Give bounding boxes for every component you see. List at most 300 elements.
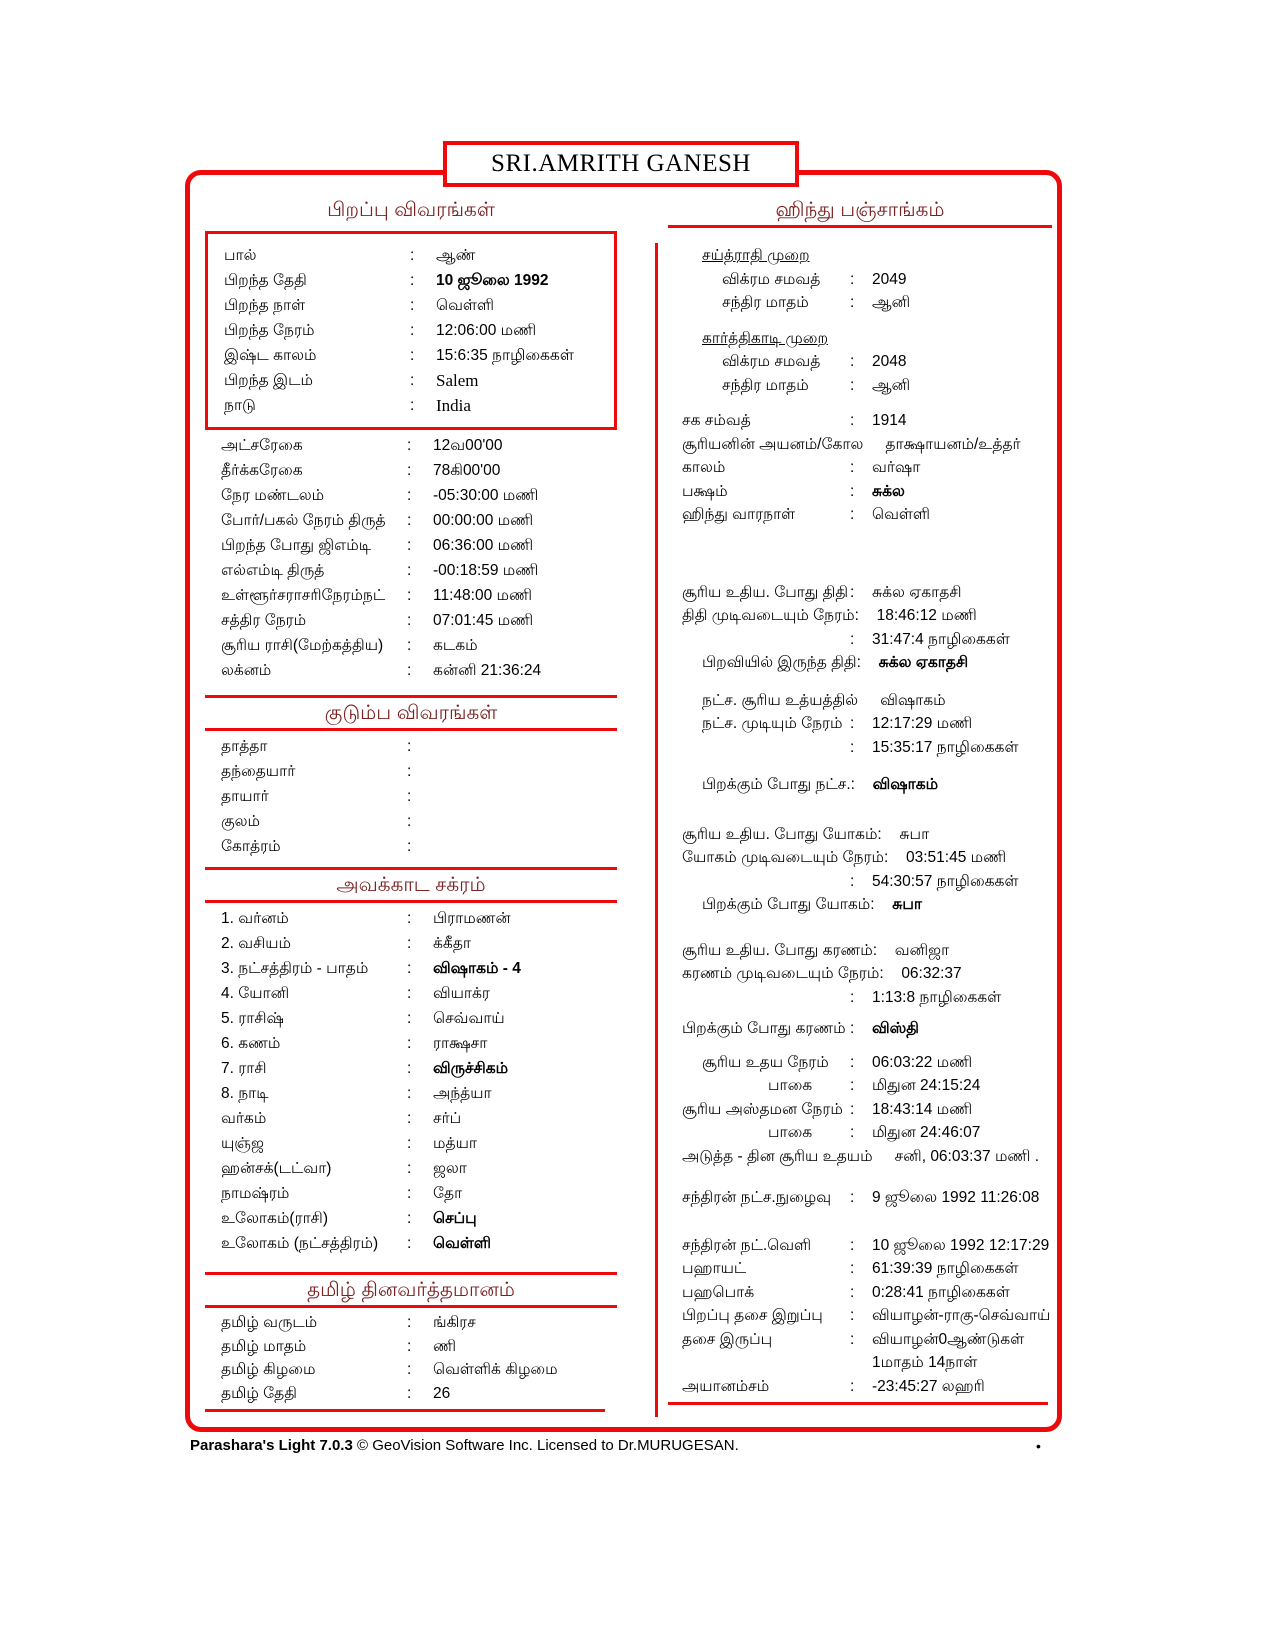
data-row xyxy=(668,1145,1052,1169)
row-label: எல்எம்டி திருத் xyxy=(221,562,325,579)
data-row xyxy=(205,1358,617,1382)
data-row xyxy=(668,893,1052,917)
row-value: 15:35:17 நாழிகைகள் xyxy=(872,738,1019,756)
data-row xyxy=(205,1382,617,1406)
section-title-tamil-day: தமிழ் தினவர்த்தமானம் xyxy=(307,1279,515,1301)
tithi-group xyxy=(668,581,1052,675)
row-label: விக்ரம சமவத் xyxy=(722,353,821,370)
row-label: பஹாயட் xyxy=(682,1260,747,1277)
moon-nakshatra-entry-group xyxy=(668,1186,1052,1210)
row-label: இஷ்ட காலம் xyxy=(224,347,317,364)
avakhada-block xyxy=(205,906,617,1256)
row-colon: : xyxy=(870,896,875,913)
data-row xyxy=(205,809,617,834)
row-label: யோகம் முடிவடையும் நேரம் xyxy=(682,849,884,866)
row-label: தமிழ் கிழமை xyxy=(221,1361,316,1378)
data-row xyxy=(205,834,617,859)
row-label: விக்ரம சமவத் xyxy=(722,270,821,288)
page-bullet: • xyxy=(1036,1438,1041,1454)
row-value: ங்கிரச xyxy=(433,1314,476,1331)
row-label xyxy=(682,736,850,760)
row-colon: : xyxy=(407,738,412,755)
row-value: தோ xyxy=(433,1185,463,1202)
row-label: சூரிய அஸ்தமன நேரம் xyxy=(682,1100,843,1118)
row-label: பிறந்த நேரம் xyxy=(224,322,315,339)
data-row xyxy=(205,1006,617,1031)
section-title-hindu-panchangam: ஹிந்து பஞ்சாங்கம் xyxy=(775,199,945,221)
row-value: Salem xyxy=(436,371,479,390)
title-box xyxy=(443,141,799,187)
data-row xyxy=(668,244,1052,268)
row-value: ஆனி xyxy=(872,294,911,311)
row-value: வியாழன்0ஆண்டுகள் xyxy=(872,1330,1025,1348)
data-row xyxy=(205,558,617,583)
row-value: சுபா xyxy=(899,825,930,843)
data-row xyxy=(668,1257,1052,1281)
row-colon: : xyxy=(850,1053,855,1071)
data-row xyxy=(205,931,617,956)
data-row xyxy=(668,503,1052,527)
row-value: பிராமணன் xyxy=(433,910,511,927)
row-colon: : xyxy=(883,849,889,866)
data-row xyxy=(205,583,617,608)
data-row xyxy=(205,1181,617,1206)
row-label: கோத்ரம் xyxy=(221,838,281,855)
row-colon: : xyxy=(850,1283,855,1301)
row-label: பிறக்கும் போது கரணம் xyxy=(682,1020,846,1037)
data-row xyxy=(205,1131,617,1156)
row-label: அட்சரேகை xyxy=(221,437,303,454)
row-colon: : xyxy=(850,1189,855,1206)
row-value: சனி, 06:03:37 மணி . xyxy=(894,1147,1040,1165)
data-row xyxy=(668,870,1052,894)
row-colon xyxy=(858,689,880,713)
row-colon: : xyxy=(410,372,415,389)
data-row xyxy=(668,773,1052,797)
row-colon: : xyxy=(850,459,855,476)
row-label: பாகை xyxy=(768,1077,813,1094)
data-row xyxy=(208,268,614,293)
row-colon: : xyxy=(407,1210,412,1227)
data-row xyxy=(668,480,1052,504)
row-value: 11:48:00 மணி xyxy=(433,587,533,604)
section-title-birth-details: பிறப்பு விவரங்கள் xyxy=(327,199,495,221)
section-rule xyxy=(205,1305,617,1308)
data-row xyxy=(208,243,614,268)
row-value: 9 ஜூலை 1992 11:26:08 xyxy=(872,1189,1040,1206)
row-colon: : xyxy=(410,272,415,289)
data-row xyxy=(205,981,617,1006)
row-colon: : xyxy=(856,654,861,671)
data-row xyxy=(668,1234,1052,1258)
nakshatra-group xyxy=(668,689,1052,760)
row-colon: : xyxy=(850,294,855,311)
row-value: 1914 xyxy=(872,412,907,429)
section-rule xyxy=(205,900,617,903)
data-row xyxy=(668,433,1052,457)
column-divider xyxy=(655,243,658,1417)
data-row xyxy=(668,1304,1052,1328)
footer-license-text: © GeoVision Software Inc. Licensed to Dr.MURUGESAN. xyxy=(352,1437,739,1454)
row-label: 6. கணம் xyxy=(221,1035,281,1052)
row-label: 7. ராசி xyxy=(221,1060,267,1077)
row-colon: : xyxy=(407,763,412,780)
row-label: சந்திரன் நட்ச.நுழைவு xyxy=(682,1189,832,1206)
data-row xyxy=(668,374,1052,398)
row-value: விஷாகம் - 4 xyxy=(433,960,521,977)
footer xyxy=(190,1437,739,1454)
row-colon: : xyxy=(854,607,859,624)
row-colon: : xyxy=(407,437,412,454)
row-label: நேர மண்டலம் xyxy=(221,487,325,504)
row-colon: : xyxy=(872,941,878,959)
row-value: 18:43:14 மணி xyxy=(872,1100,973,1118)
row-value: 31:47:4 நாழிகைகள் xyxy=(872,630,1010,648)
row-label: 2. வசியம் xyxy=(221,935,291,952)
row-colon: : xyxy=(850,482,855,500)
row-label: ஹன்சக்(டட்வா) xyxy=(221,1160,332,1177)
row-value: 2049 xyxy=(872,270,907,288)
footer-product-name: Parashara's Light 7.0.3 xyxy=(190,1437,353,1454)
section-header-tamil-day xyxy=(205,1272,617,1308)
row-label: சூரிய உதிய. போது திதி xyxy=(682,583,849,601)
row-colon: : xyxy=(407,1085,412,1102)
kartikadi-method-group xyxy=(668,327,1052,398)
karana-group xyxy=(668,939,1052,1010)
row-value: ணி xyxy=(433,1337,457,1355)
data-row xyxy=(668,736,1052,760)
row-label: பால் xyxy=(224,247,257,264)
row-colon: : xyxy=(850,1236,855,1254)
row-value: -00:18:59 மணி xyxy=(433,562,539,579)
row-colon xyxy=(850,327,872,351)
row-colon: : xyxy=(407,985,412,1002)
row-value: வெள்ளி xyxy=(872,506,931,523)
row-label: போர்/பகல் நேரம் திருத் xyxy=(221,512,386,529)
row-label: சூரிய உதய நேரம் xyxy=(702,1053,829,1071)
row-label: சய்த்ராதி முறை xyxy=(702,247,810,264)
row-colon: : xyxy=(850,1100,855,1118)
row-label: காலம் xyxy=(682,459,726,476)
data-row xyxy=(668,327,1052,351)
row-value: சர்ப் xyxy=(433,1110,462,1127)
samvat-group xyxy=(668,409,1052,527)
row-value: விஷாகம் xyxy=(880,691,946,709)
data-row xyxy=(668,651,1052,675)
row-colon: : xyxy=(850,1330,855,1348)
row-label: நட்ச. சூரிய உத்யத்தில் xyxy=(702,691,859,709)
row-label: குலம் xyxy=(221,813,261,830)
row-value: 1மாதம் 14நாள் xyxy=(872,1354,978,1371)
data-row xyxy=(668,1121,1052,1145)
row-colon xyxy=(850,1351,872,1375)
data-row xyxy=(205,906,617,931)
right-column xyxy=(668,175,1052,1405)
data-row xyxy=(205,1056,617,1081)
row-label: தமிழ் தேதி xyxy=(221,1384,297,1402)
row-colon: : xyxy=(407,1135,412,1152)
row-value: 06:36:00 மணி xyxy=(433,537,534,554)
data-row xyxy=(668,962,1052,986)
data-row xyxy=(205,633,617,658)
data-row xyxy=(205,658,617,683)
row-label: தாத்தா xyxy=(221,738,268,755)
row-colon: : xyxy=(850,1124,855,1141)
row-label: சந்திரன் நட்.வெளி xyxy=(682,1236,812,1254)
row-label: நாடு xyxy=(224,397,256,414)
row-value: மத்யா xyxy=(433,1135,477,1152)
data-row xyxy=(205,1231,617,1256)
row-colon: : xyxy=(850,872,855,890)
row-colon: : xyxy=(407,537,412,554)
data-row xyxy=(668,268,1052,292)
row-label: சக சம்வத் xyxy=(682,412,751,429)
row-label: தந்தையார் xyxy=(221,763,296,780)
row-value: மிதுன 24:46:07 xyxy=(872,1124,981,1141)
data-row xyxy=(668,689,1052,713)
row-label xyxy=(682,870,850,894)
data-row xyxy=(205,458,617,483)
row-label: பிறப்பு தசை இறுப்பு xyxy=(682,1307,823,1324)
row-value: ஜலா xyxy=(433,1160,467,1177)
coordinates-block xyxy=(205,433,617,683)
row-colon: : xyxy=(407,1110,412,1127)
row-colon: : xyxy=(407,1384,412,1402)
row-value: India xyxy=(436,396,471,415)
birth-details-box xyxy=(205,231,617,430)
dasha-ayanamsa-group xyxy=(668,1234,1052,1399)
row-colon: : xyxy=(407,1337,412,1355)
row-value: 03:51:45 மணி xyxy=(905,849,1007,866)
data-row xyxy=(205,1206,617,1231)
row-colon: : xyxy=(850,776,855,793)
row-label xyxy=(682,628,850,652)
row-value: -23:45:27 லஹரி xyxy=(872,1377,985,1395)
data-row xyxy=(668,1017,1052,1041)
row-label: சூரிய உதிய. போது யோகம் xyxy=(682,825,878,843)
row-label: உலோகம்(ராசி) xyxy=(221,1210,328,1227)
row-value: செப்பு xyxy=(433,1210,477,1227)
row-value: சுக்ல ஏகாதசி xyxy=(878,654,969,671)
data-row xyxy=(205,433,617,458)
data-row xyxy=(668,1051,1052,1075)
row-value: சுக்ல xyxy=(872,482,905,500)
row-label: லக்னம் xyxy=(221,662,272,679)
row-value: தாக்ஷாயனம்/உத்தர் xyxy=(885,435,1021,453)
row-label: தசை இருப்பு xyxy=(682,1330,773,1348)
row-colon: : xyxy=(850,988,855,1006)
row-colon: : xyxy=(407,637,412,654)
row-colon: : xyxy=(850,506,855,523)
row-label: பிறக்கும் போது யோகம் xyxy=(702,896,871,913)
row-colon: : xyxy=(407,562,412,579)
row-value: ஆண் xyxy=(436,247,476,264)
data-row xyxy=(208,393,614,418)
tamil-day-block xyxy=(205,1311,617,1405)
data-row xyxy=(205,483,617,508)
row-label xyxy=(682,1351,850,1375)
row-colon: : xyxy=(407,1010,412,1027)
row-label: பிறந்த போது ஜிஎம்டி xyxy=(221,537,372,554)
section-rule xyxy=(668,225,1052,228)
row-value: விஷாகம் xyxy=(872,776,939,793)
row-value: 18:46:12 மணி xyxy=(876,607,977,624)
row-colon: : xyxy=(850,1377,855,1395)
row-value: வெள்ளி xyxy=(436,297,495,314)
row-value: செவ்வாய் xyxy=(433,1010,505,1027)
row-value: அந்த்யா xyxy=(433,1085,492,1102)
row-colon: : xyxy=(407,487,412,504)
row-value: 0:28:41 நாழிகைகள் xyxy=(872,1283,1010,1301)
data-row xyxy=(208,368,614,393)
row-colon: : xyxy=(410,322,415,339)
row-colon: : xyxy=(879,965,884,982)
sunrise-sunset-group xyxy=(668,1051,1052,1169)
row-colon: : xyxy=(407,512,412,529)
row-colon: : xyxy=(850,738,855,756)
row-label: பக்ஷம் xyxy=(682,482,728,500)
data-row xyxy=(668,986,1052,1010)
chaitradi-method-group xyxy=(668,244,1052,315)
row-value: 15:6:35 நாழிகைகள் xyxy=(436,347,574,364)
row-colon: : xyxy=(850,1077,855,1094)
row-colon: : xyxy=(850,412,855,429)
data-row xyxy=(668,1375,1052,1399)
row-colon: : xyxy=(407,838,412,855)
row-colon: : xyxy=(407,788,412,805)
row-label: 5. ராசிஷ் xyxy=(221,1010,284,1027)
row-value: வெள்ளிக் கிழமை xyxy=(433,1361,558,1378)
row-colon: : xyxy=(410,247,415,264)
row-value: 10 ஜூலை 1992 xyxy=(436,272,549,289)
row-value: ராக்ஷசா xyxy=(433,1035,488,1052)
data-row xyxy=(208,293,614,318)
data-row xyxy=(205,1156,617,1181)
row-value: 2048 xyxy=(872,353,907,370)
row-value: 07:01:45 மணி xyxy=(433,612,534,629)
row-colon: : xyxy=(410,297,415,314)
yoga-group xyxy=(668,823,1052,917)
row-label: உள்ளூர்சராசரிநேரம்நட் xyxy=(221,587,386,604)
row-value: வனிஜா xyxy=(894,941,950,959)
row-colon: : xyxy=(850,1307,855,1324)
row-label: திதி முடிவடையும் நேரம் xyxy=(682,607,855,624)
row-value: 78கி00'00 xyxy=(433,462,501,479)
right-bottom-rule xyxy=(668,1402,1048,1405)
row-colon: : xyxy=(850,715,855,732)
data-row xyxy=(668,939,1052,963)
data-row xyxy=(668,1074,1052,1098)
row-colon: : xyxy=(877,825,882,843)
row-value: கன்னி 21:36:24 xyxy=(433,662,542,679)
row-label: சந்திர மாதம் xyxy=(722,376,809,394)
row-label: அடுத்த - தின சூரிய உதயம் xyxy=(682,1147,873,1165)
row-colon: : xyxy=(410,347,415,364)
row-label: சத்திர நேரம் xyxy=(221,612,307,629)
data-row xyxy=(668,1098,1052,1122)
row-colon: : xyxy=(850,270,855,288)
data-row xyxy=(668,1281,1052,1305)
row-label: தமிழ் வருடம் xyxy=(221,1314,318,1331)
data-row xyxy=(668,1328,1052,1352)
row-label: 4. யோனி xyxy=(221,985,290,1002)
row-colon: : xyxy=(407,935,412,952)
row-label: சந்திர மாதம் xyxy=(722,294,809,311)
row-value: 12:17:29 மணி xyxy=(872,715,973,732)
row-value: விஸ்தி xyxy=(872,1020,919,1037)
row-value: 06:32:37 xyxy=(901,965,962,982)
row-label: தாயார் xyxy=(221,788,269,805)
left-bottom-rule xyxy=(205,1409,605,1412)
row-label: சூரிய ராசி(மேற்கத்திய) xyxy=(221,637,384,654)
data-row xyxy=(205,784,617,809)
row-label: பிறந்த தேதி xyxy=(224,272,307,289)
row-colon: : xyxy=(850,630,855,648)
row-label: உலோகம் (நட்சத்திரம்) xyxy=(221,1235,379,1252)
page-title: SRI.AMRITH GANESH xyxy=(491,150,751,177)
row-colon: : xyxy=(407,662,412,679)
row-colon: : xyxy=(850,583,855,601)
section-rule xyxy=(205,728,617,731)
row-colon: : xyxy=(407,612,412,629)
row-label: சூரியனின் அயனம்/கோல xyxy=(682,435,864,453)
row-colon: : xyxy=(407,1035,412,1052)
data-row xyxy=(668,823,1052,847)
row-label: நாமஷ்ரம் xyxy=(221,1185,290,1202)
row-value: வியாழன்-ராகு-செவ்வாய் xyxy=(872,1307,1051,1324)
data-row xyxy=(668,846,1052,870)
data-row xyxy=(668,409,1052,433)
row-value: 00:00:00 மணி xyxy=(433,512,534,529)
row-colon: : xyxy=(407,1060,412,1077)
row-label: தமிழ் மாதம் xyxy=(221,1337,307,1355)
row-colon: : xyxy=(850,1260,855,1277)
section-header-family xyxy=(205,695,617,731)
data-row xyxy=(205,508,617,533)
data-row xyxy=(205,1335,617,1359)
row-value: க்கீதா xyxy=(433,935,472,952)
data-row xyxy=(205,1311,617,1335)
row-value: வெள்ளி xyxy=(433,1235,492,1252)
row-colon xyxy=(863,433,885,457)
data-row xyxy=(668,712,1052,736)
row-colon: : xyxy=(407,1185,412,1202)
row-colon: : xyxy=(410,397,415,414)
data-row xyxy=(668,1186,1052,1210)
row-value: 54:30:57 நாழிகைகள் xyxy=(872,872,1019,890)
data-row xyxy=(205,1031,617,1056)
row-label: நட்ச. முடியும் நேரம் xyxy=(702,715,843,732)
row-value: 10 ஜூலை 1992 12:17:29 xyxy=(872,1236,1050,1254)
row-label: 1. வர்னம் xyxy=(221,910,289,927)
family-block xyxy=(205,734,617,859)
data-row xyxy=(205,608,617,633)
data-row xyxy=(668,1351,1052,1375)
data-row xyxy=(668,456,1052,480)
row-value: 06:03:22 மணி xyxy=(872,1053,973,1071)
row-label: பிறவியில் இருந்த திதி xyxy=(702,654,857,671)
row-value: சுபா xyxy=(892,896,922,913)
row-label: பிறக்கும் போது நட்ச. xyxy=(702,776,851,793)
data-row xyxy=(205,1081,617,1106)
row-label: கரணம் முடிவடையும் நேரம் xyxy=(682,965,880,982)
row-colon: : xyxy=(407,1314,412,1331)
row-label: வர்கம் xyxy=(221,1110,267,1127)
row-label: பிறந்த இடம் xyxy=(224,372,313,389)
data-row xyxy=(668,628,1052,652)
row-label: அயானம்சம் xyxy=(682,1377,770,1395)
row-value: விருச்சிகம் xyxy=(433,1060,509,1077)
